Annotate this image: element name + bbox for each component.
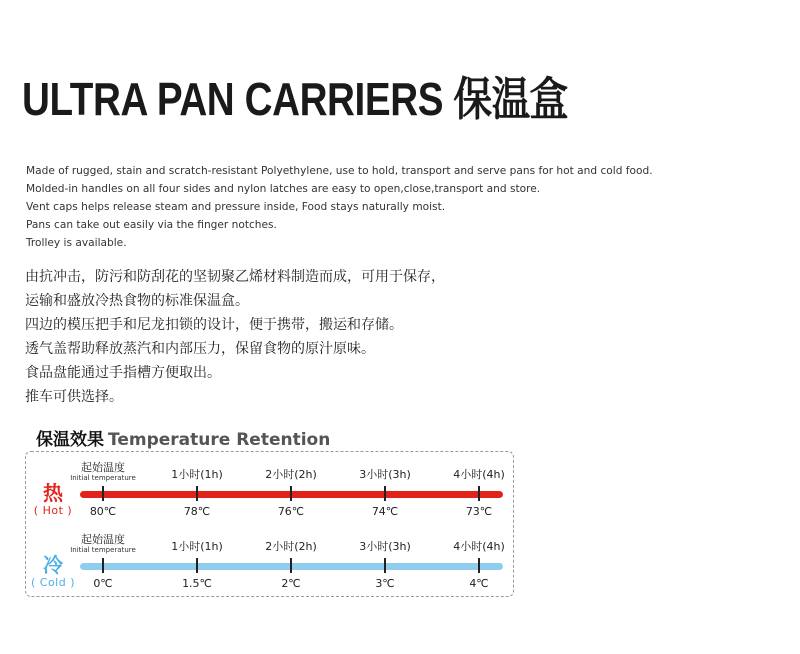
time-label: 3小时(3h) — [359, 468, 411, 481]
cold-temperature-value: 1.5℃ — [182, 577, 212, 590]
timeline-tick — [478, 486, 480, 501]
time-label: 2小时(2h) — [265, 468, 317, 481]
chinese-description — [25, 265, 765, 409]
temperature-retention-panel — [25, 451, 514, 597]
timeline-tick — [478, 558, 480, 573]
description-line-cn: 透气盖帮助释放蒸汽和内部压力，保留食物的原汁原味。 — [25, 341, 375, 357]
description-line-cn: 四边的模压把手和尼龙扣锁的设计，便于携带，搬运和存储。 — [25, 317, 403, 333]
cold-label-en: ( Cold ) — [30, 576, 76, 589]
time-label: 1小时(1h) — [171, 540, 223, 553]
timeline-tick — [102, 558, 104, 573]
cold-temperature-value: 4℃ — [469, 577, 489, 590]
page-title: ULTRA PAN CARRIERS 保温盒 — [22, 73, 569, 125]
cold-point — [340, 524, 430, 594]
time-label: 4小时(4h) — [453, 468, 505, 481]
cold-point — [246, 524, 336, 594]
timeline-tick — [290, 558, 292, 573]
hot-temperature-value: 78℃ — [183, 505, 211, 518]
description-line-cn: 由抗冲击，防污和防刮花的坚韧聚乙烯材料制造而成，可用于保存， — [25, 269, 445, 285]
time-label: 1小时(1h) — [171, 468, 223, 481]
english-description — [26, 162, 766, 252]
timeline-tick — [102, 486, 104, 501]
description-line: Molded-in handles on all four sides and nylon latches are easy to open,close,transport and store. — [26, 183, 541, 195]
description-line: Vent caps helps release steam and pressure inside, Food stays naturally moist. — [26, 201, 446, 213]
start-time-label-cn: 起始温度 — [81, 461, 125, 474]
description-line: Made of rugged, stain and scratch-resistant Polyethylene, use to hold, transport and serve pans for hot and cold food. — [26, 165, 653, 177]
retention-heading-en: Temperature Retention — [108, 430, 331, 450]
timeline-tick — [196, 558, 198, 573]
cold-point — [152, 524, 242, 594]
hot-label-en: ( Hot ) — [33, 504, 73, 517]
hot-point — [152, 452, 242, 522]
timeline-tick — [384, 558, 386, 573]
hot-point — [246, 452, 336, 522]
description-line: Trolley is available. — [26, 237, 127, 249]
retention-heading-cn: 保温效果 — [36, 430, 104, 450]
cold-point — [434, 524, 524, 594]
cold-label-cn: 冷 — [43, 553, 63, 577]
cold-row — [26, 524, 513, 594]
description-line-cn: 推车可供选择。 — [25, 389, 123, 405]
time-label: 4小时(4h) — [453, 540, 505, 553]
hot-row — [26, 452, 513, 522]
hot-temperature-value: 74℃ — [371, 505, 399, 518]
timeline-tick — [384, 486, 386, 501]
hot-temperature-value: 76℃ — [277, 505, 305, 518]
description-line: Pans can take out easily via the finger notches. — [26, 219, 277, 231]
retention-heading — [36, 425, 330, 450]
time-label: 3小时(3h) — [359, 540, 411, 553]
start-time-label-en: Initial temperature — [70, 474, 136, 482]
cold-point — [58, 524, 148, 594]
start-time-label-cn: 起始温度 — [81, 533, 125, 546]
cold-temperature-value: 2℃ — [281, 577, 301, 590]
hot-point — [58, 452, 148, 522]
cold-temperature-value: 3℃ — [375, 577, 395, 590]
timeline-tick — [290, 486, 292, 501]
start-time-label — [58, 462, 148, 484]
hot-point — [434, 452, 524, 522]
cold-temperature-value: 0℃ — [93, 577, 113, 590]
timeline-tick — [196, 486, 198, 501]
hot-point — [340, 452, 430, 522]
start-time-label-en: Initial temperature — [70, 546, 136, 554]
start-time-label — [58, 534, 148, 556]
hot-temperature-value: 80℃ — [89, 505, 117, 518]
description-line-cn: 食品盘能通过手指槽方便取出。 — [25, 365, 221, 381]
hot-label-cn: 热 — [43, 481, 63, 505]
time-label: 2小时(2h) — [265, 540, 317, 553]
hot-temperature-value: 73℃ — [465, 505, 493, 518]
description-line-cn: 运输和盛放冷热食物的标准保温盒。 — [25, 293, 249, 309]
